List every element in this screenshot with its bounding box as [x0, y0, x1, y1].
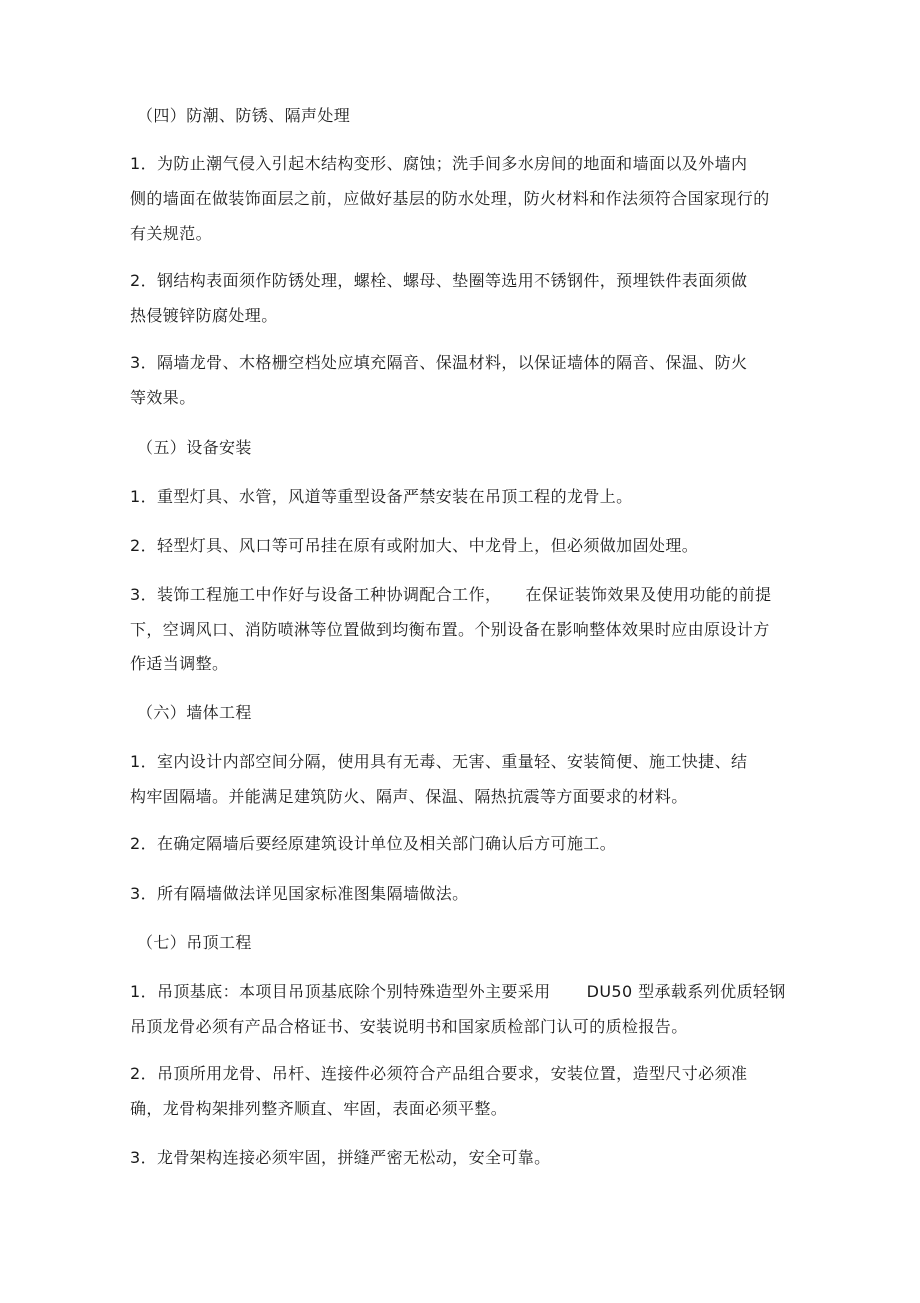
- paragraph-line: [130, 982, 810, 1002]
- paragraph-line: 1．为防止潮气侵入引起木结构变形、腐蚀；洗手间多水房间的地面和墙面以及外墙内: [130, 154, 748, 173]
- paragraph-line: 下，空调风口、消防喷淋等位置做到均衡布置。个别设备在影响整体效果时应由原设计方: [130, 620, 770, 639]
- paragraph-line: 1．室内设计内部空间分隔，使用具有无毒、无害、重量轻、安装简便、施工快捷、结: [130, 752, 748, 771]
- paragraph-line: 3．所有隔墙做法详见国家标准图集隔墙做法。: [130, 884, 469, 903]
- section-heading-7: （七）吊顶工程: [137, 933, 252, 952]
- paragraph-line: 有关规范。: [130, 224, 213, 243]
- paragraph-line: 2．钢结构表面须作防锈处理，螺栓、螺母、垫圈等选用不锈钢件，预埋铁件表面须做: [130, 271, 748, 290]
- paragraph-line: [130, 585, 810, 605]
- paragraph-line: 等效果。: [130, 388, 196, 407]
- paragraph-line: 侧的墙面在做装饰面层之前，应做好基层的防水处理，防火材料和作法须符合国家现行的: [130, 189, 770, 208]
- paragraph-fragment: 在保证装饰效果及使用功能的前提: [525, 585, 772, 604]
- section-heading-5: （五）设备安装: [137, 438, 252, 457]
- paragraph-line: 2．在确定隔墙后要经原建筑设计单位及相关部门确认后方可施工。: [130, 834, 617, 853]
- paragraph-line: 2．吊顶所用龙骨、吊杆、连接件必须符合产品组合要求，安装位置，造型尺寸必须准: [130, 1064, 748, 1083]
- paragraph-line: 3．龙骨架构连接必须牢固，拼缝严密无松动，安全可靠。: [130, 1148, 551, 1167]
- paragraph-line: 热侵镀锌防腐处理。: [130, 306, 278, 325]
- paragraph-fragment: 1．吊顶基底：本项目吊顶基底除个别特殊造型外主要采用: [130, 982, 551, 1001]
- paragraph-line: 1．重型灯具、水管，风道等重型设备严禁安装在吊顶工程的龙骨上。: [130, 487, 633, 506]
- paragraph-line: 吊顶龙骨必须有产品合格证书、安装说明书和国家质检部门认可的质检报告。: [130, 1017, 688, 1036]
- paragraph-line: 确，龙骨构架排列整齐顺直、牢固，表面必须平整。: [130, 1099, 508, 1118]
- section-heading-4: （四）防潮、防锈、隔声处理: [137, 106, 351, 125]
- paragraph-line: 作适当调整。: [130, 654, 229, 673]
- paragraph-line: 构牢固隔墙。并能满足建筑防火、隔声、保温、隔热抗震等方面要求的材料。: [130, 787, 688, 806]
- paragraph-fragment: 3．装饰工程施工中作好与设备工种协调配合工作，: [130, 585, 502, 604]
- section-heading-6: （六）墙体工程: [137, 703, 252, 722]
- paragraph-line: 3．隔墙龙骨、木格栅空档处应填充隔音、保温材料，以保证墙体的隔音、保温、防火: [130, 353, 748, 372]
- paragraph-fragment: DU50 型承载系列优质轻钢: [586, 982, 786, 1001]
- paragraph-line: 2．轻型灯具、风口等可吊挂在原有或附加大、中龙骨上，但必须做加固处理。: [130, 536, 699, 555]
